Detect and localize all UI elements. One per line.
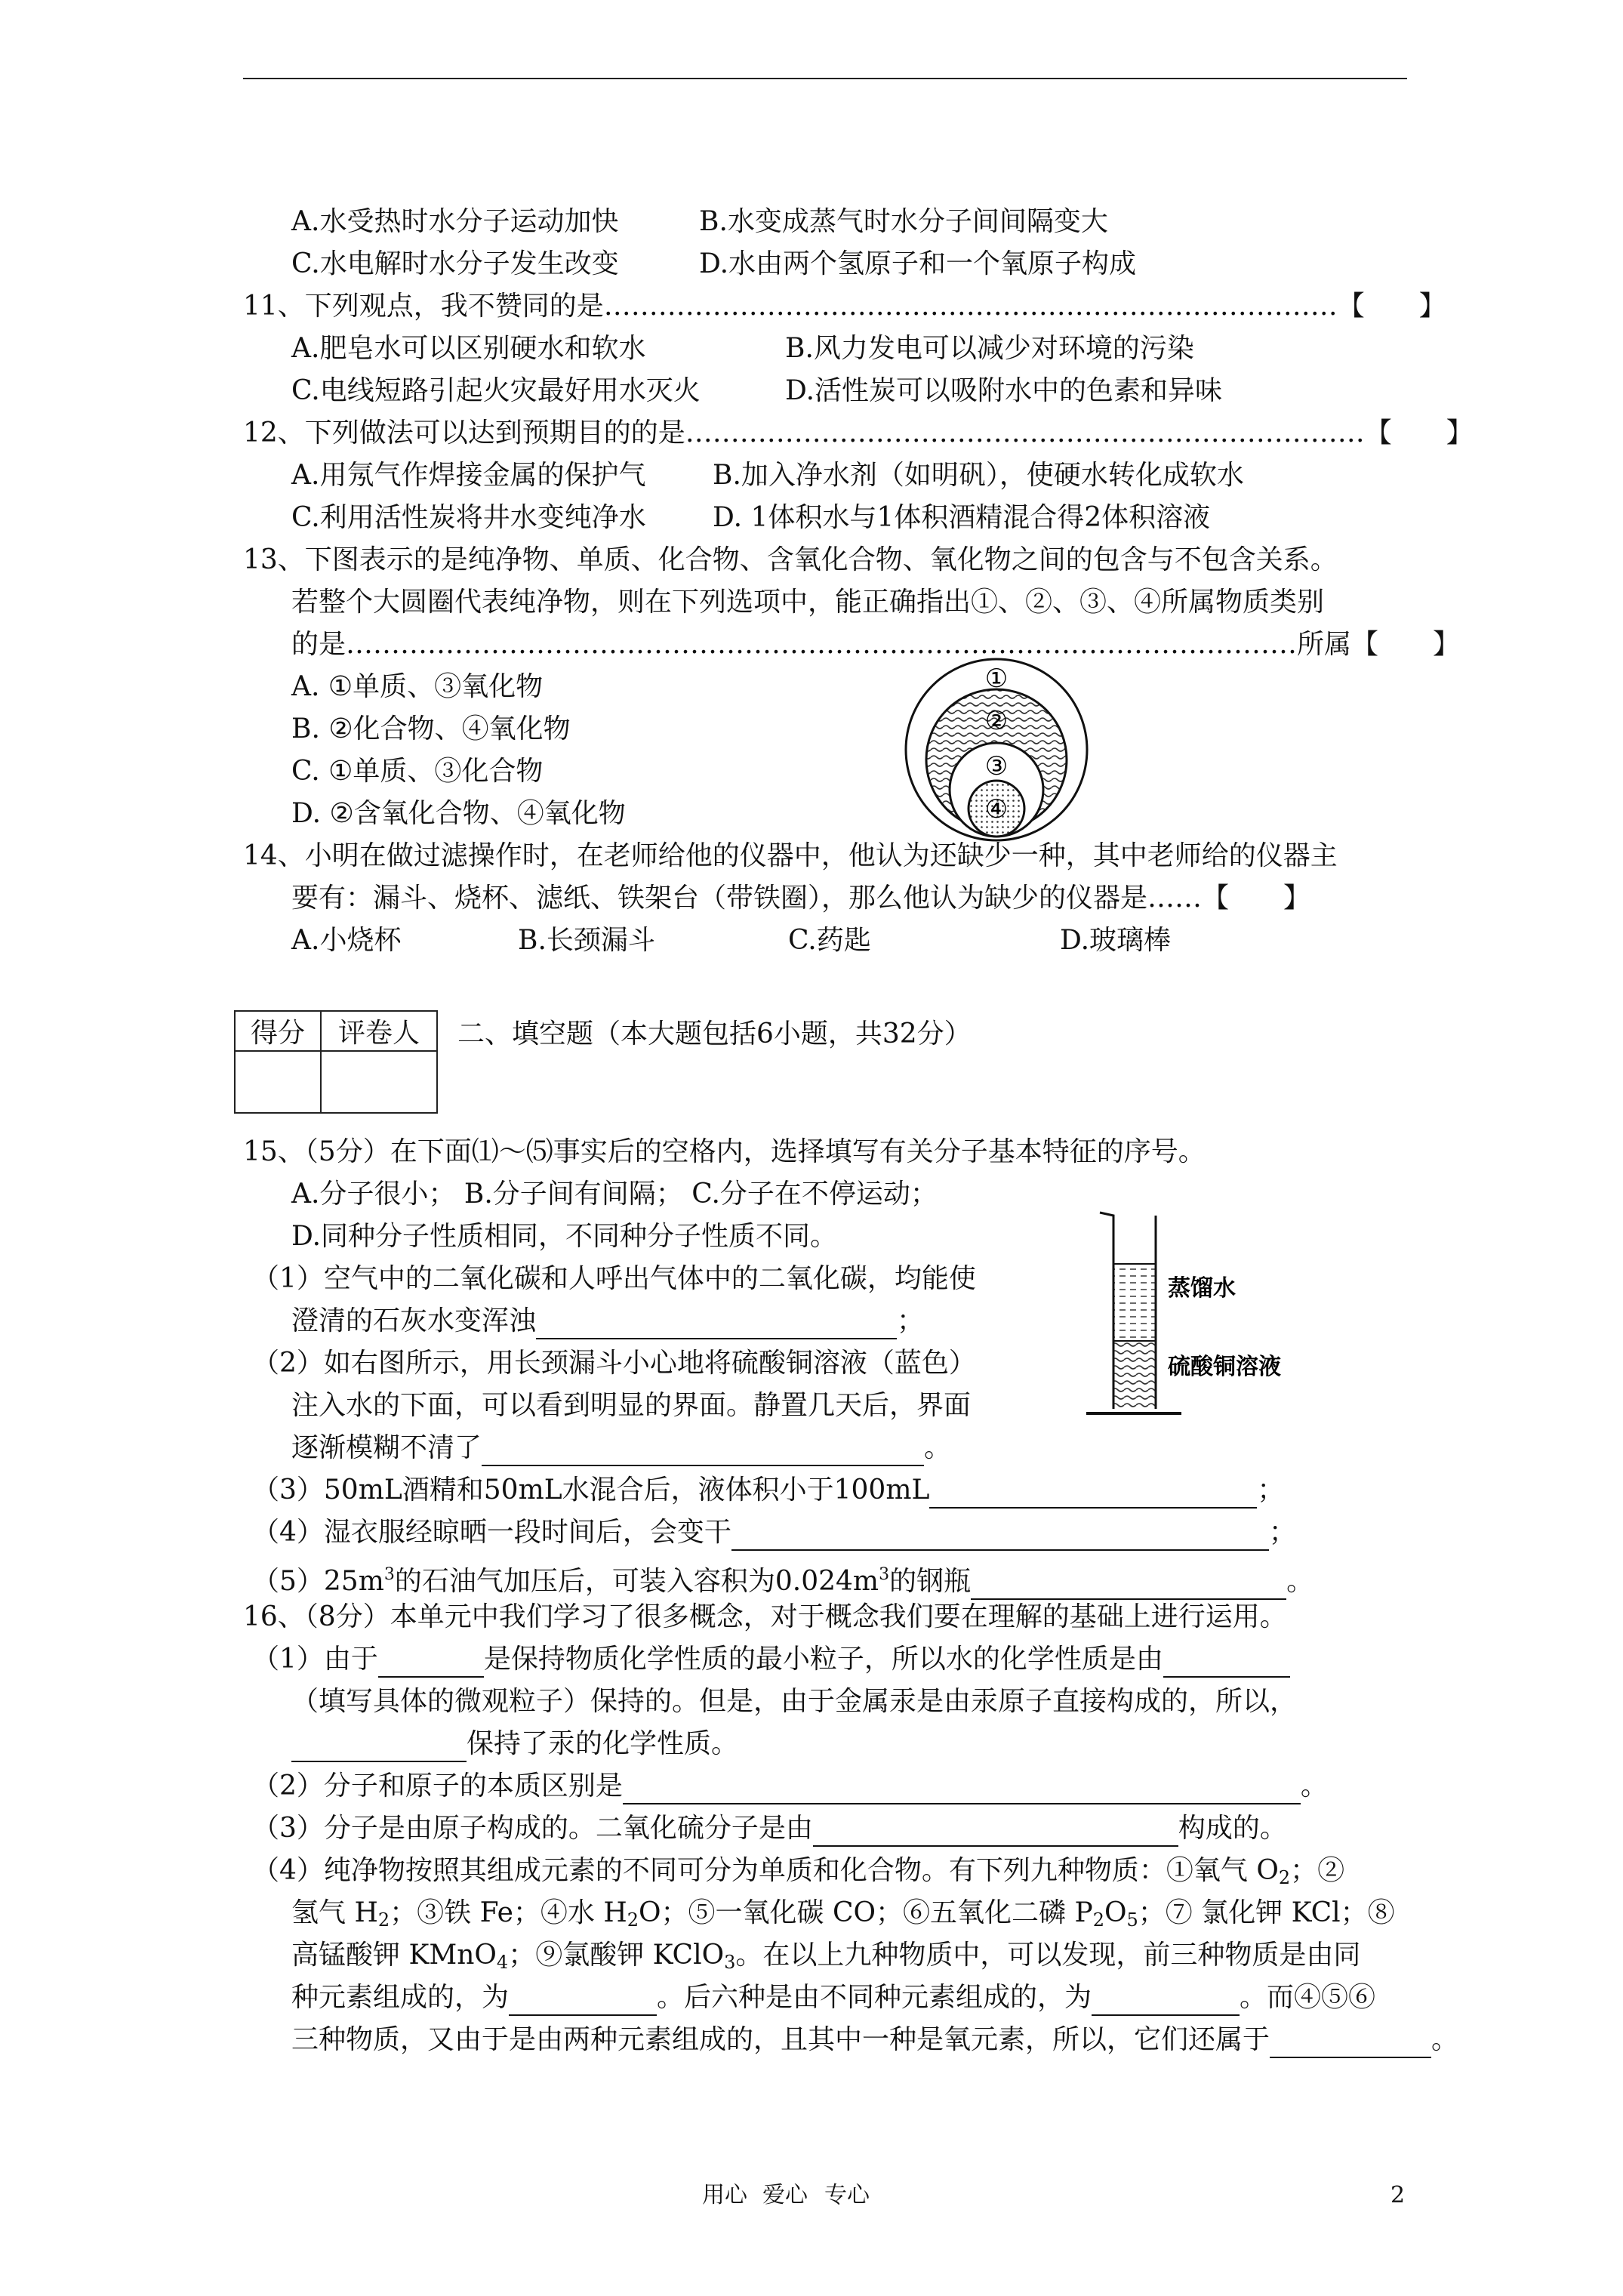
grader-cell[interactable] [321,1051,437,1113]
q15-part2-line1: （2）如右图所示，用长颈漏斗小心地将硫酸铜溶液（蓝色） [252,1348,976,1379]
q11-option-c: C.电线短路引起火灾最好用水灭火 [291,375,701,406]
footer-motto-2: 爱心 [762,2182,808,2208]
q15-answer-5[interactable] [971,1570,1286,1600]
label-2: ② [984,706,1009,736]
label-1: ① [984,664,1009,694]
q15-answer-3[interactable] [929,1478,1257,1509]
q13-stem-line1: 13、下图表示的是纯净物、单质、化合物、含氧化合物、氧化物之间的包含与不包含关系。 [243,544,1338,575]
q12-option-c: C.利用活性炭将井水变纯净水 [291,502,646,533]
q15-part4: （4）湿衣服经晾晒一段时间后，会变干 ； [252,1515,1296,1551]
q11-option-a: A.肥皂水可以区别硬水和软水 [291,333,646,364]
q16-part1-line2: （填写具体的微观粒子）保持的。但是，由于金属汞是由汞原子直接构成的，所以， [291,1686,1298,1717]
q11-option-d: D.活性炭可以吸附水中的色素和异味 [785,375,1223,406]
label-3: ③ [984,751,1009,781]
label-distilled-water: 蒸馏水 [1168,1275,1236,1302]
q12-option-a: A.用氖气作焊接金属的保护气 [291,460,646,491]
q15-answer-1[interactable] [536,1309,897,1339]
q16-answer-2[interactable] [623,1774,1301,1804]
q13-option-c: C. ①单质、③化合物 [291,756,544,787]
q16-answer-1a[interactable] [378,1647,484,1678]
q13-stem-line3: 的是……………………………………………………………………………………………所属【 】 [291,629,1461,660]
q13-option-a: A. ①单质、③氧化物 [291,671,544,702]
q15-part2-line2: 注入水的下面，可以看到明显的界面。静置几天后，界面 [291,1390,972,1421]
q15-part1-line2: 澄清的石灰水变浑浊 ； [291,1303,924,1339]
label-copper-sulfate: 硫酸铜溶液 [1168,1354,1281,1380]
q16-answer-1c[interactable] [291,1732,467,1762]
header-rule [243,78,1407,79]
footer-motto-3: 专心 [824,2182,870,2208]
q12-stem: 12、下列做法可以达到预期目的的是…………………………………………………………………【 】 [243,418,1474,448]
q14-option-d: D.玻璃棒 [1060,925,1172,956]
q16-answer-4a[interactable] [509,1986,657,2016]
q14-option-a: A.小烧杯 [291,925,402,956]
page-number: 2 [1390,2182,1406,2208]
q16-part4-line3: 高锰酸钾 KMnO$_4$；⑨氯酸钾 KClO$_3$。在以上九种物质中，可以发现，前三种物质是由同 [291,1940,1361,1973]
grader-header: 评卷人 [321,1011,437,1051]
q15-answer-4[interactable] [731,1521,1269,1551]
q14-option-b: B.长颈漏斗 [518,925,655,956]
score-header: 得分 [235,1011,321,1051]
q16-answer-3[interactable] [813,1817,1178,1847]
nested-circles-diagram [895,655,1098,844]
q15-answer-2[interactable] [482,1436,924,1466]
q14-stem-line2: 要有：漏斗、烧杯、滤纸、铁架台（带铁圈），那么他认为缺少的仪器是……【 】 [291,883,1311,914]
q16-part4-line2: 氢气 $H_2$；③铁 Fe；④水 $H_2O$；⑤一氧化碳 CO；⑥五氧化二磷 $P_2O_5$；⑦ 氯化钾 KCl；⑧ [291,1897,1395,1931]
graduated-cylinder-figure [1076,1205,1325,1424]
score-cell[interactable] [235,1051,321,1113]
q16-part1-line3: 保持了汞的化学性质。 [291,1726,738,1762]
q16-part1-line1: （1）由于 是保持物质化学性质的最小粒子，所以水的化学性质是由 [252,1641,1290,1678]
q11-option-b: B.风力发电可以减少对环境的污染 [785,333,1194,364]
q14-option-c: C.药匙 [788,925,871,956]
q16-part3: （3）分子是由原子构成的。二氧化硫分子是由 构成的。 [252,1811,1287,1847]
score-table [234,1010,438,1114]
q15-part1-line1: （1）空气中的二氧化碳和人呼出气体中的二氧化碳，均能使 [252,1263,976,1294]
q10-option-c: C.水电解时水分子发生改变 [291,248,619,279]
q10-option-a: A.水受热时水分子运动加快 [291,206,619,237]
q16-part4-line1: （4）纯净物按照其组成元素的不同可分为单质和化合物。有下列九种物质：①氧气 $O_2$；② [252,1855,1345,1888]
section2-title: 二、填空题（本大题包括6小题，共32分） [457,1019,972,1049]
label-4: ④ [984,794,1009,824]
q16-answer-4b[interactable] [1092,1986,1240,2016]
q16-part2: （2）分子和原子的本质区别是 。 [252,1768,1328,1804]
q16-answer-4c[interactable] [1270,2028,1431,2058]
q15-part2-line3: 逐渐模糊不清了 。 [291,1430,951,1466]
q10-option-b: B.水变成蒸气时水分子间间隔变大 [699,206,1108,237]
q16-answer-1b[interactable] [1163,1647,1290,1678]
q14-stem-line1: 14、小明在做过滤操作时，在老师给他的仪器中，他认为还缺少一种，其中老师给的仪器主 [243,840,1338,871]
q16-part4-line4: 种元素组成的，为 。后六种是由不同种元素组成的，为 。而④⑤⑥ [291,1980,1375,2016]
q13-option-b: B. ②化合物、④氧化物 [291,713,571,744]
q15-part3: （3）50mL酒精和50mL水混合后，液体积小于100mL ； [252,1472,1284,1509]
footer-motto-1: 用心 [702,2182,747,2208]
q15-options-line2: D.同种分子性质相同，不同种分子性质不同。 [291,1221,838,1252]
q16-part4-line5: 三种物质，又由于是由两种元素组成的，且其中一种是氧元素，所以，它们还属于 。 [291,2022,1458,2058]
q13-stem-line2: 若整个大圆圈代表纯净物，则在下列选项中，能正确指出①、②、③、④所属物质类别 [291,587,1325,618]
q16-stem: 16、（8分）本单元中我们学习了很多概念，对于概念我们要在理解的基础上进行运用。 [243,1601,1287,1632]
q15-part5: $(5)25m^3$的石油气加压后，可装入容积为$0.024m^3$的钢瓶 。 [252,1557,1313,1600]
q13-option-d: D. ②含氧化合物、④氧化物 [291,798,626,829]
q12-option-b: B.加入净水剂（如明矾），使硬水转化成软水 [713,460,1244,491]
q15-options-line1: A.分子很小； B.分子间有间隔； C.分子在不停运动； [291,1179,938,1210]
q12-option-d: D. 1体积水与1体积酒精混合得2体积溶液 [713,502,1211,533]
q10-option-d: D.水由两个氢原子和一个氧原子构成 [699,248,1137,279]
q11-stem: 11、下列观点，我不赞同的是………………………………………………………………………【 】 [243,291,1446,322]
q15-stem: 15、（5分）在下面⑴～⑸事实后的空格内，选择填写有关分子基本特征的序号。 [243,1136,1206,1167]
